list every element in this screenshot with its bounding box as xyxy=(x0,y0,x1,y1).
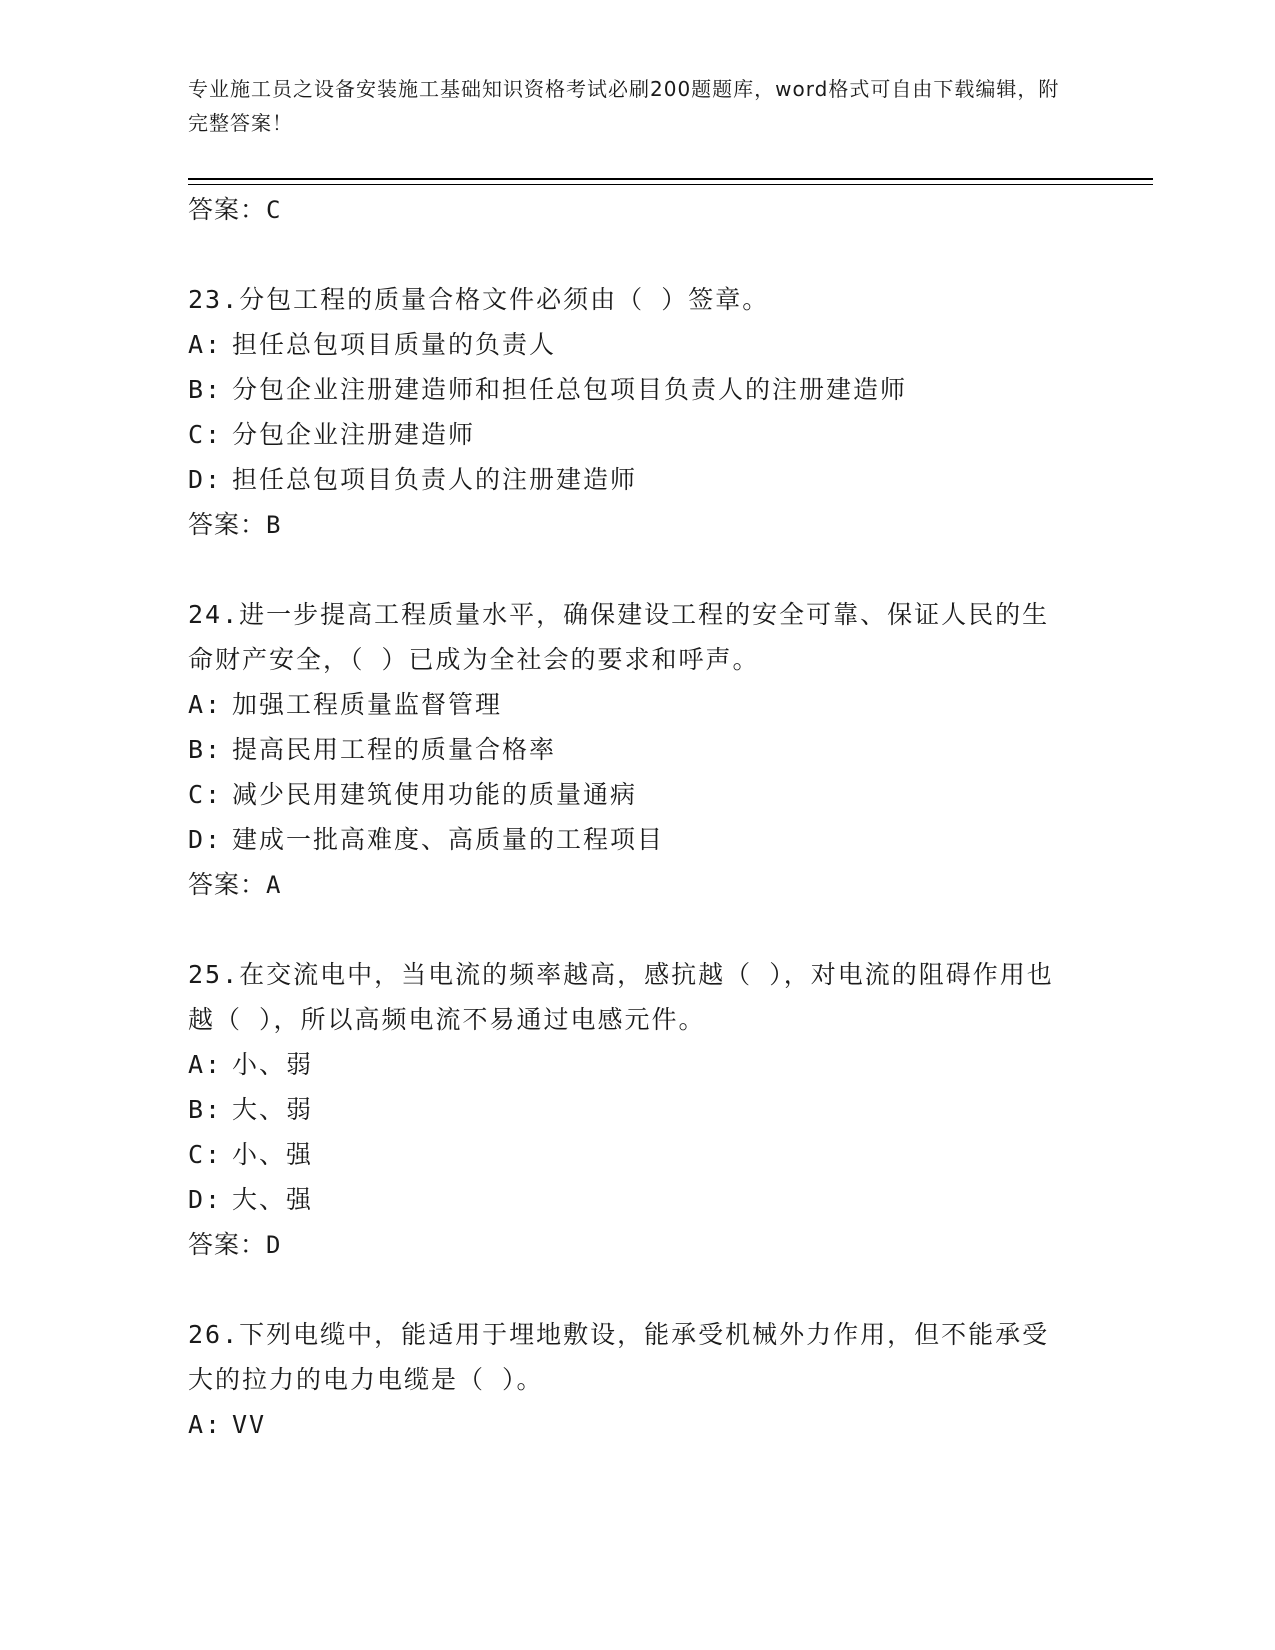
option-c xyxy=(188,772,1088,817)
option-a xyxy=(188,1402,1088,1447)
option-text: 大、强 xyxy=(232,1185,314,1214)
question-24 xyxy=(188,592,1088,908)
option-text: VV xyxy=(232,1410,267,1439)
answer-prefix: 答案： xyxy=(188,1230,267,1259)
option-letter: D: xyxy=(188,1185,223,1214)
option-b xyxy=(188,1087,1088,1132)
question-answer xyxy=(188,1222,1088,1268)
question-stem: 23.分包工程的质量合格文件必须由（ ）签章。 xyxy=(188,285,770,314)
option-text: 大、弱 xyxy=(232,1095,314,1124)
option-text: 建成一批高难度、高质量的工程项目 xyxy=(232,825,665,854)
option-a xyxy=(188,682,1088,727)
option-letter: A: xyxy=(188,1050,223,1079)
question-stem: 25.在交流电中，当电流的频率越高，感抗越（ ），对电流的阻碍作用也越（ ），所以高频电流不易通过电感元件。 xyxy=(188,960,1054,1034)
option-b xyxy=(188,727,1088,772)
option-d xyxy=(188,457,1088,502)
header-rule-thick xyxy=(188,178,1153,180)
question-stem: 26.下列电缆中，能适用于埋地敷设，能承受机械外力作用，但不能承受大的拉力的电力电缆是（ ）。 xyxy=(188,1320,1050,1394)
question-23 xyxy=(188,277,1088,548)
question-answer xyxy=(188,502,1088,548)
option-text: 小、弱 xyxy=(232,1050,314,1079)
answer-prefix: 答案： xyxy=(188,510,267,539)
option-letter: B: xyxy=(188,1095,223,1124)
question-list xyxy=(188,187,1088,1447)
option-letter: B: xyxy=(188,735,223,764)
option-c xyxy=(188,1132,1088,1177)
answer-prefix: 答案： xyxy=(188,195,267,224)
option-text: 分包企业注册建造师 xyxy=(232,420,476,449)
option-letter: C: xyxy=(188,780,223,809)
option-d xyxy=(188,817,1088,862)
answer-value: A xyxy=(266,871,282,899)
option-text: 分包企业注册建造师和担任总包项目负责人的注册建造师 xyxy=(232,375,908,404)
option-letter: C: xyxy=(188,1140,223,1169)
previous-answer xyxy=(188,187,1088,233)
option-c xyxy=(188,412,1088,457)
option-a xyxy=(188,322,1088,367)
option-letter: B: xyxy=(188,375,223,404)
option-text: 减少民用建筑使用功能的质量通病 xyxy=(232,780,638,809)
answer-value: B xyxy=(266,511,282,539)
option-letter: A: xyxy=(188,1410,223,1439)
option-text: 加强工程质量监督管理 xyxy=(232,690,503,719)
header-rule-thin xyxy=(188,184,1153,185)
option-b xyxy=(188,367,1088,412)
option-d xyxy=(188,1177,1088,1222)
document-header: 专业施工员之设备安装施工基础知识资格考试必刷200题题库，word格式可自由下载编辑，附完整答案！ xyxy=(188,77,1060,135)
question-25 xyxy=(188,952,1088,1268)
answer-prefix: 答案： xyxy=(188,870,267,899)
option-text: 小、强 xyxy=(232,1140,314,1169)
answer-value: C xyxy=(266,196,282,224)
option-a xyxy=(188,1042,1088,1087)
question-stem: 24.进一步提高工程质量水平，确保建设工程的安全可靠、保证人民的生命财产安全，（ ）已成为全社会的要求和呼声。 xyxy=(188,600,1050,674)
option-letter: D: xyxy=(188,465,223,494)
answer-value: D xyxy=(266,1231,282,1259)
option-text: 担任总包项目质量的负责人 xyxy=(232,330,557,359)
option-text: 提高民用工程的质量合格率 xyxy=(232,735,557,764)
question-answer xyxy=(188,862,1088,908)
option-text: 担任总包项目负责人的注册建造师 xyxy=(232,465,638,494)
option-letter: D: xyxy=(188,825,223,854)
question-26 xyxy=(188,1312,1088,1447)
option-letter: C: xyxy=(188,420,223,449)
option-letter: A: xyxy=(188,330,223,359)
option-letter: A: xyxy=(188,690,223,719)
